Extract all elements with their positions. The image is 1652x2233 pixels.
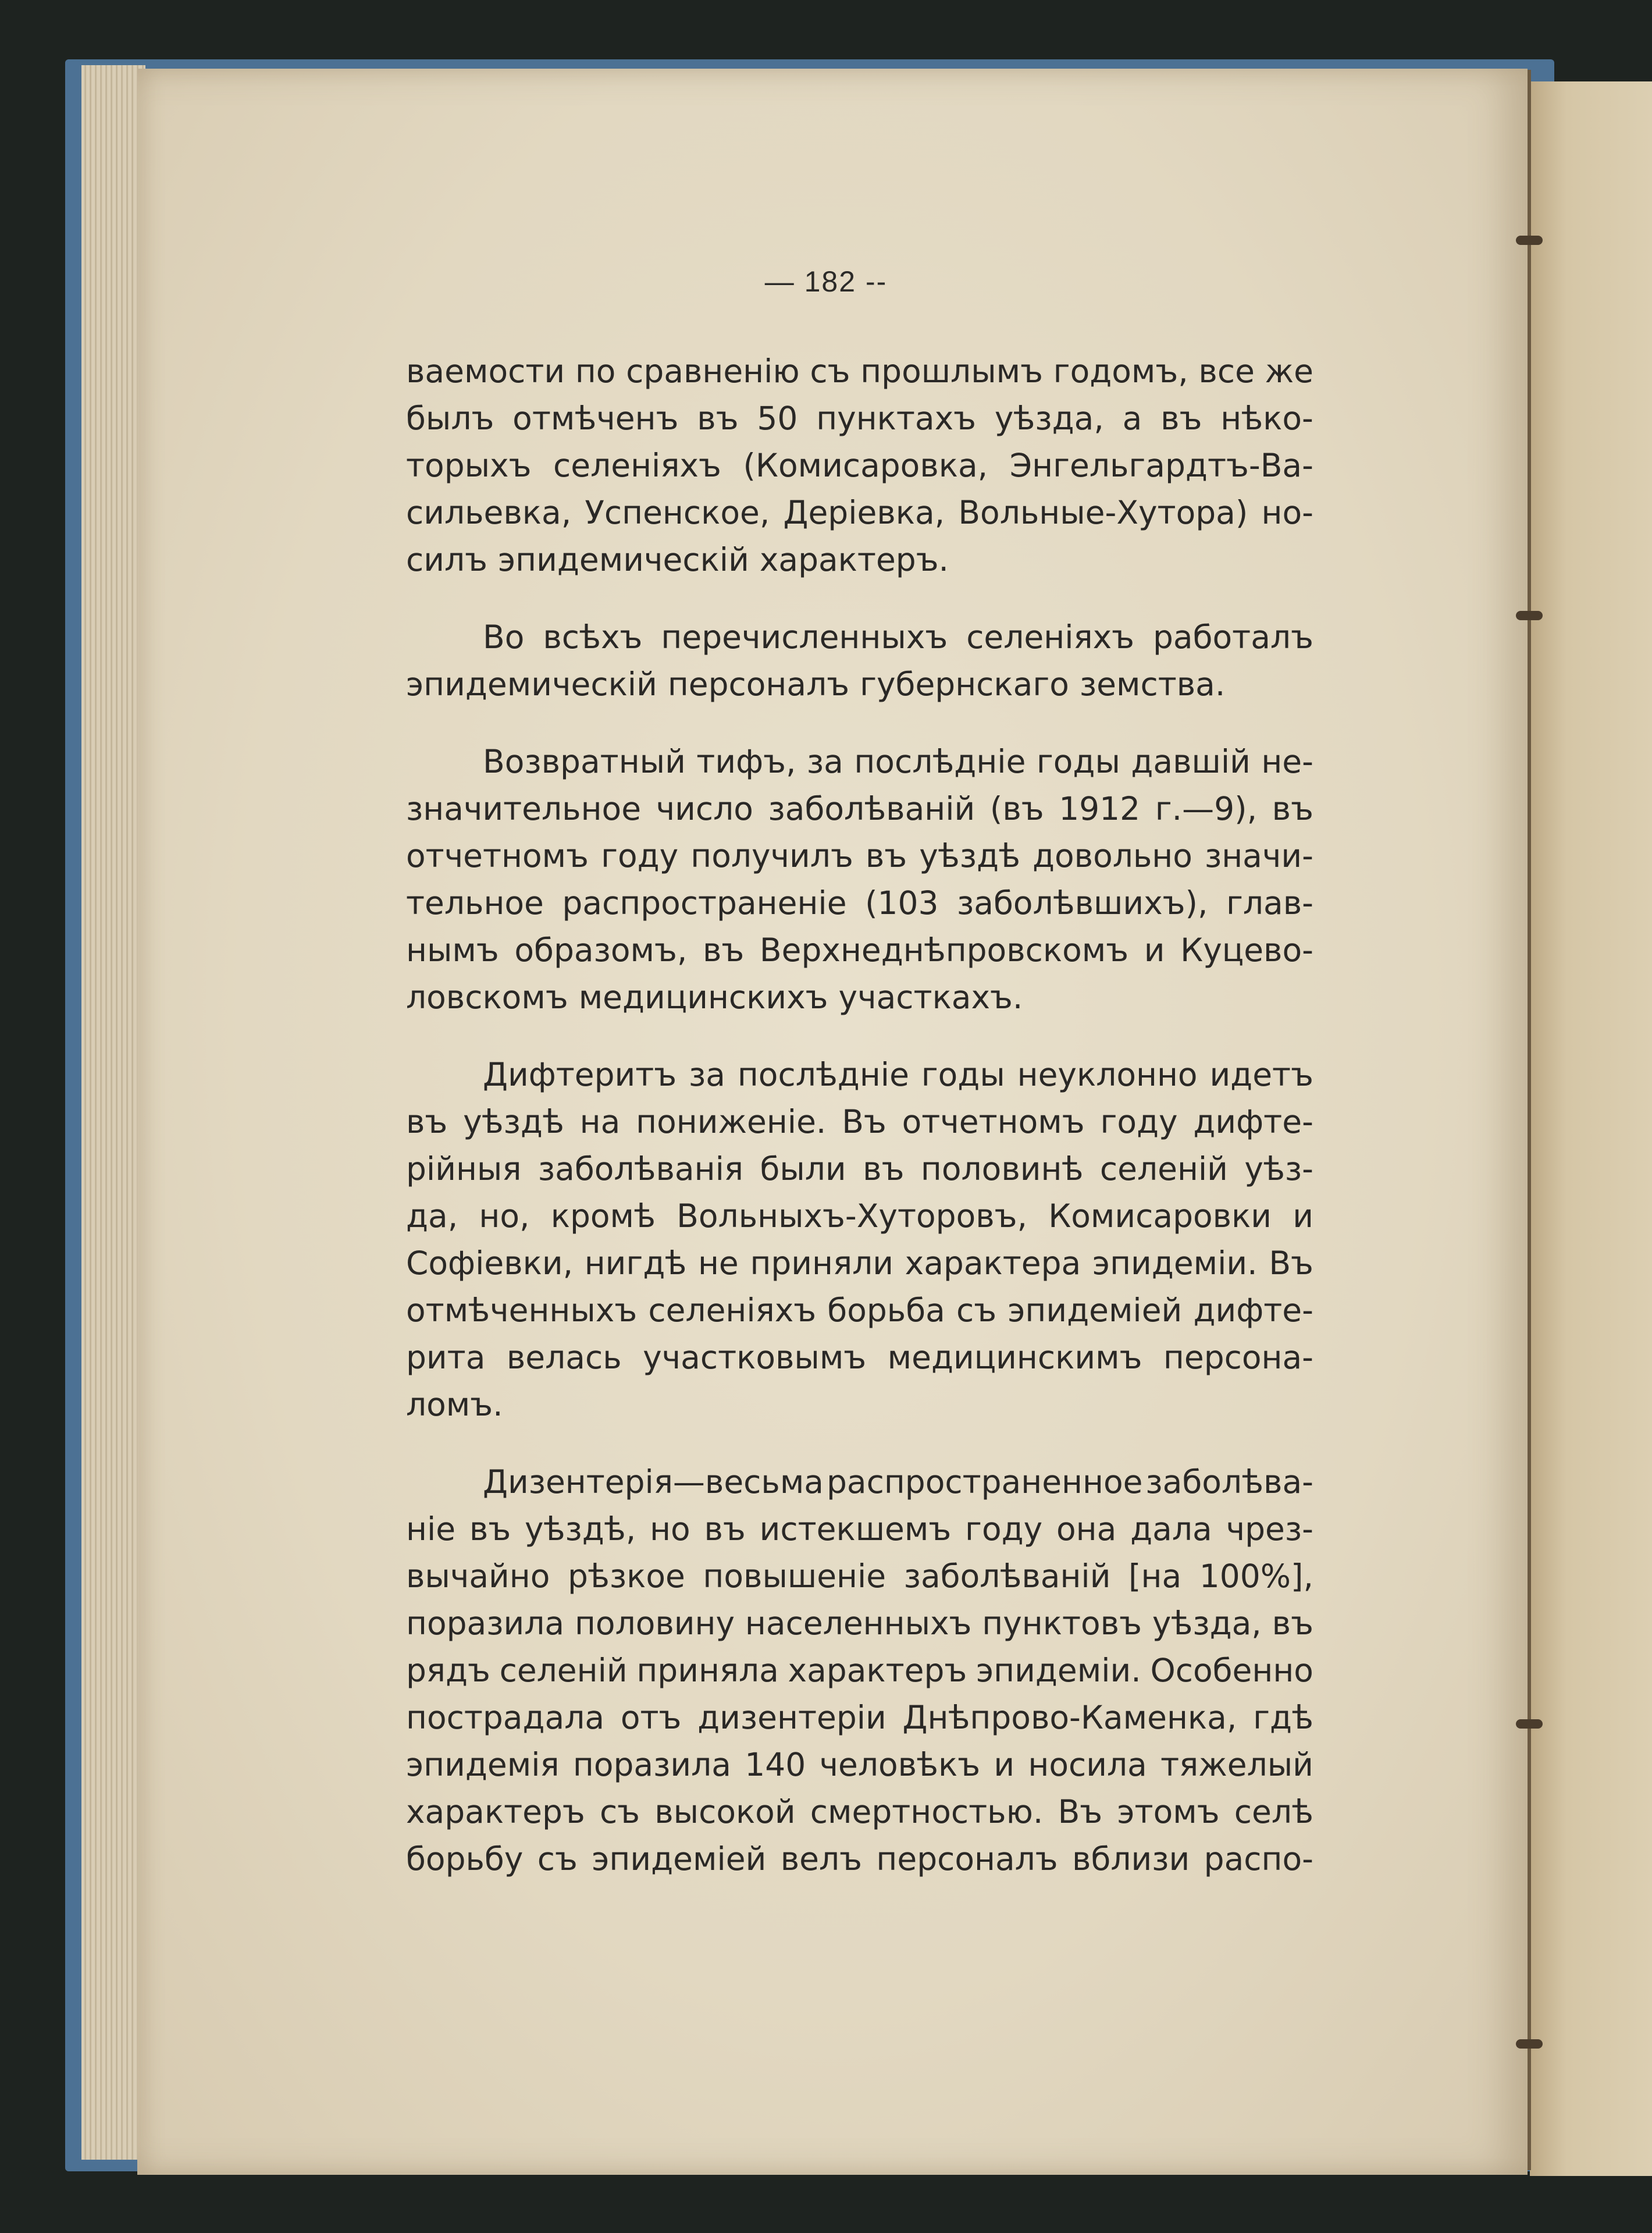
text-line: тельное распространеніе (103 заболѣвшихъ), глав- bbox=[406, 884, 1313, 922]
text-line: Во всѣхъ перечисленныхъ селеніяхъ работалъ bbox=[483, 618, 1313, 656]
paragraph bbox=[406, 1459, 1313, 1883]
text-line: въ уѣздѣ на пониженіе. Въ отчетномъ году дифте- bbox=[406, 1103, 1313, 1140]
paragraph bbox=[406, 1051, 1313, 1428]
text-line: Дизентерія—весьма распространенное заболѣва- bbox=[483, 1463, 1313, 1500]
text-line: ніе въ уѣздѣ, но въ истекшемъ году она дала чрез- bbox=[406, 1510, 1313, 1548]
text-line: рядъ селеній приняла характеръ эпидеміи. Особенно bbox=[406, 1652, 1313, 1689]
binding-stitch bbox=[1516, 611, 1543, 620]
text-line: борьбу съ эпидеміей велъ персоналъ вблизи распо- bbox=[406, 1840, 1313, 1878]
text-line: силъ эпидемическій характеръ. bbox=[406, 541, 949, 578]
text-line: былъ отмѣченъ въ 50 пунктахъ уѣзда, а въ нѣко- bbox=[406, 400, 1313, 437]
text-line: сильевка, Успенское, Деріевка, Вольные-Хутора) но- bbox=[406, 494, 1313, 531]
text-line: ломъ. bbox=[406, 1386, 503, 1423]
text-line: отмѣченныхъ селеніяхъ борьба съ эпидеміей дифте- bbox=[406, 1292, 1313, 1329]
text-line: да, но, кромѣ Вольныхъ-Хуторовъ, Комисаровки и bbox=[406, 1197, 1313, 1235]
paragraph bbox=[406, 738, 1313, 1021]
text-line: эпидемія поразила 140 человѣкъ и носила тяжелый bbox=[406, 1746, 1313, 1783]
facing-page-edge bbox=[1530, 81, 1652, 2176]
text-line: характеръ съ высокой смертностью. Въ этомъ селѣ bbox=[406, 1793, 1313, 1830]
paragraph bbox=[406, 614, 1313, 708]
text-line: торыхъ селеніяхъ (Комисаровка, Энгельгардтъ-Ва- bbox=[406, 447, 1313, 484]
binding-stitch bbox=[1516, 236, 1543, 245]
binding-stitch bbox=[1516, 1719, 1543, 1729]
text-line: пострадала отъ дизентеріи Днѣпрово-Каменка, гдѣ bbox=[406, 1699, 1313, 1736]
text-line: рійныя заболѣванія были въ половинѣ селеній уѣз- bbox=[406, 1150, 1313, 1187]
page-number: — 182 -- bbox=[764, 265, 888, 298]
body-text bbox=[406, 348, 1313, 1883]
text-line: вычайно рѣзкое повышеніе заболѣваній [на 100%], bbox=[406, 1558, 1313, 1595]
page-stack-edges bbox=[81, 65, 145, 2160]
text-line: поразила половину населенныхъ пунктовъ уѣзда, въ bbox=[406, 1605, 1313, 1642]
text-line: Дифтеритъ за послѣдніе годы неуклонно идетъ bbox=[483, 1056, 1313, 1093]
text-line: ловскомъ медицинскихъ участкахъ. bbox=[406, 979, 1023, 1016]
book-gutter bbox=[1528, 70, 1531, 2170]
text-line: Возвратный тифъ, за послѣдніе годы давшій не- bbox=[483, 743, 1313, 780]
text-line: нымъ образомъ, въ Верхнеднѣпровскомъ и Куцево- bbox=[406, 931, 1313, 969]
text-line: эпидемическій персоналъ губернскаго земства. bbox=[406, 666, 1226, 703]
text-line: отчетномъ году получилъ въ уѣздѣ довольно значи- bbox=[406, 837, 1313, 874]
paragraph bbox=[406, 348, 1313, 584]
text-line: ваемости по сравненію съ прошлымъ годомъ, все же bbox=[406, 353, 1313, 390]
text-line: Софіевки, нигдѣ не приняли характера эпидеміи. Въ bbox=[406, 1244, 1313, 1282]
text-line: рита велась участковымъ медицинскимъ персона- bbox=[406, 1339, 1313, 1376]
binding-stitch bbox=[1516, 2039, 1543, 2049]
text-line: значительное число заболѣваній (въ 1912 г.—9), въ bbox=[406, 790, 1313, 827]
